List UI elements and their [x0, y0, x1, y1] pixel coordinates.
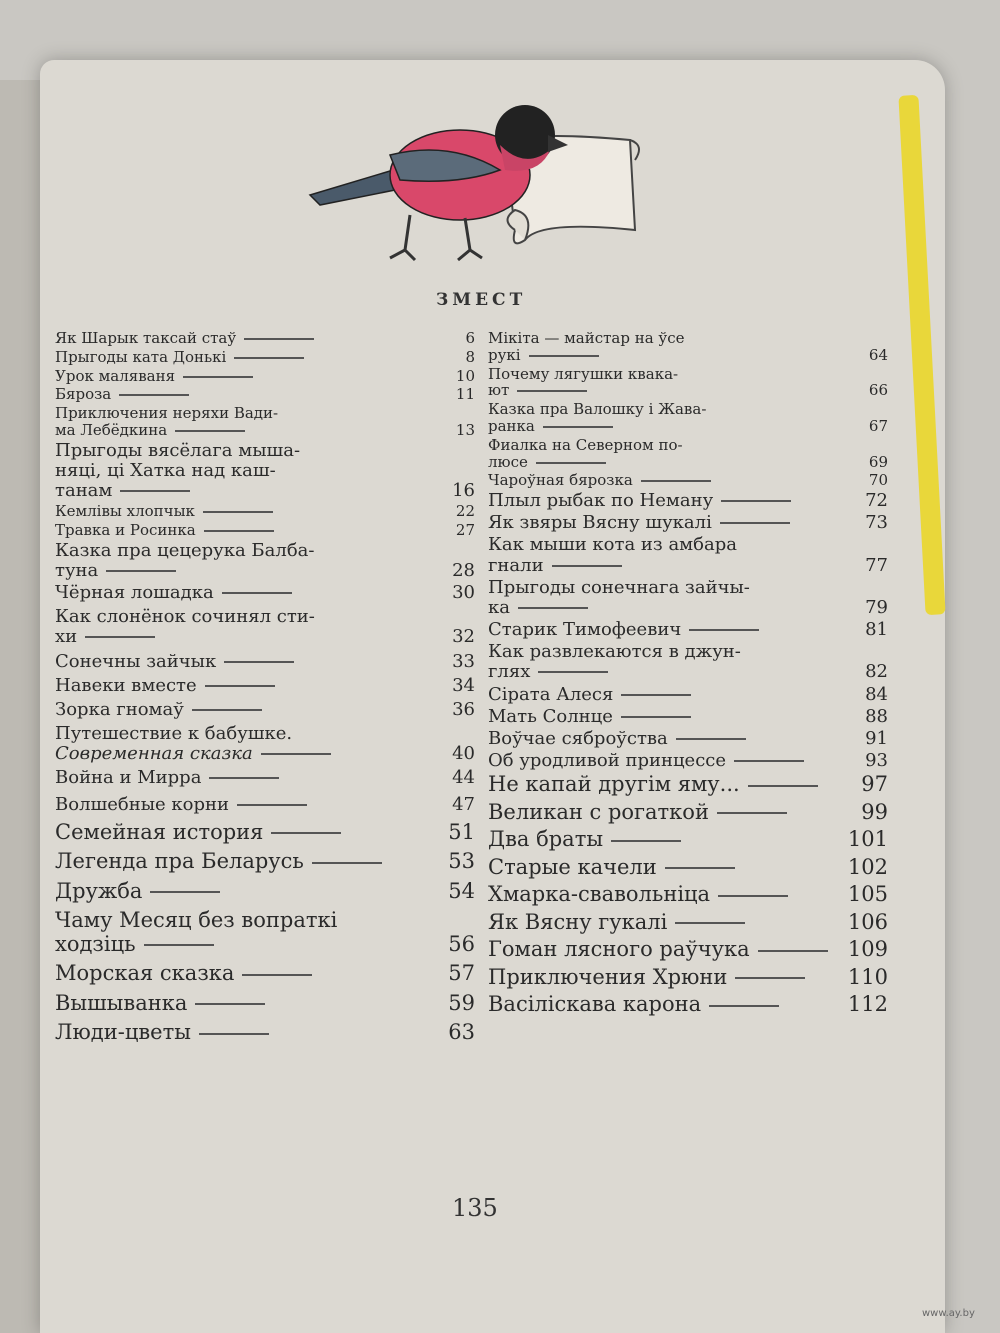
toc-page-number: 106: [847, 909, 888, 934]
contents-title: ЗМЕСТ: [436, 290, 527, 310]
toc-page-number: 54: [448, 878, 475, 903]
toc-entry: [55, 676, 475, 696]
toc-entry-title: Легенда пра Беларусь: [55, 850, 475, 874]
toc-page-number: 72: [865, 490, 888, 512]
toc-page-number: 64: [868, 345, 888, 364]
toc-entry-title: туна: [55, 561, 475, 581]
leader-dashes: [312, 862, 382, 864]
leader-dashes: [718, 895, 788, 897]
toc-entry-title: Почему лягушки квака-: [488, 364, 679, 383]
toc-entry-title: Як звяры Вясну шукалі: [488, 513, 888, 533]
toc-entry-title: Война и Мирра: [55, 768, 475, 788]
page-number: 135: [452, 1194, 498, 1222]
leader-dashes: [611, 840, 681, 842]
toc-entry-title: люсе: [488, 454, 888, 471]
leader-dashes: [222, 592, 292, 594]
toc-entry-title: Травка и Росинка: [55, 522, 475, 539]
leader-dashes: [195, 1003, 265, 1005]
toc-page-number: 73: [865, 512, 888, 534]
toc-entry-title: Великан с рогаткой: [488, 801, 888, 825]
leader-dashes: [234, 357, 304, 359]
toc-page-number: 36: [452, 698, 475, 720]
toc-entry-title: Васіліскава карона: [488, 993, 888, 1017]
toc-page-number: 82: [865, 661, 888, 683]
toc-page-number: 67: [868, 416, 888, 435]
toc-entry: [488, 491, 888, 511]
toc-page-number: 84: [865, 683, 888, 705]
toc-entry-title: Как слонёнок сочинял сти-: [55, 606, 315, 628]
toc-page-number: 88: [865, 705, 888, 727]
leader-dashes: [237, 804, 307, 806]
toc-page-number: 33: [452, 650, 475, 672]
toc-entry-title: Как развлекаются в джун-: [488, 641, 741, 663]
toc-entry: [488, 620, 888, 640]
toc-entry: [488, 437, 888, 471]
toc-entry-title: Навеки вместе: [55, 676, 475, 696]
toc-entry: [488, 401, 888, 435]
toc-entry-title: танам: [55, 481, 475, 501]
toc-entry-title: Волшебные корни: [55, 795, 475, 815]
toc-entry-title: Прыгоды вясёлага мыша-: [55, 439, 301, 461]
toc-entry: [488, 513, 888, 533]
leader-dashes: [676, 738, 746, 740]
toc-page-number: 66: [868, 381, 888, 400]
toc-entry: [488, 366, 888, 400]
toc-entry: [488, 330, 888, 364]
toc-entry: [488, 773, 888, 797]
toc-entry-title: Плыл рыбак по Неману: [488, 491, 888, 511]
toc-entry: [55, 821, 475, 845]
toc-entry-title: Зорка гномаў: [55, 700, 475, 720]
toc-entry: [488, 911, 888, 935]
toc-page-number: 13: [455, 420, 475, 439]
toc-page-number: 56: [448, 931, 475, 956]
toc-entry-title: Вышыванка: [55, 992, 475, 1016]
toc-entry-title: ранка: [488, 418, 888, 435]
leader-dashes: [120, 490, 190, 492]
toc-page-number: 93: [865, 750, 888, 772]
toc-entry: [488, 856, 888, 880]
toc-entry-title: Бяроза: [55, 386, 475, 403]
toc-entry-title: Хмарка-свавольніца: [488, 883, 888, 907]
leader-dashes: [675, 922, 745, 924]
toc-entry: [55, 330, 475, 347]
toc-entry-title: ют: [488, 382, 888, 399]
toc-entry: [55, 441, 475, 501]
toc-entry-title: Чаму Месяц без вопраткі: [55, 908, 338, 933]
leader-dashes: [209, 777, 279, 779]
leader-dashes: [734, 760, 804, 762]
toc-page-number: 11: [455, 385, 475, 404]
toc-entry: [488, 707, 888, 727]
toc-page-number: 47: [452, 793, 475, 815]
toc-page-number: 53: [448, 849, 475, 874]
toc-entry-title: няці, ці Хатка над каш-: [55, 459, 276, 481]
leader-dashes: [721, 500, 791, 502]
toc-entry: [488, 578, 888, 618]
leader-dashes: [709, 1005, 779, 1007]
toc-entry: [488, 642, 888, 682]
toc-page-number: 70: [868, 471, 888, 490]
toc-entry: [55, 880, 475, 904]
leader-dashes: [758, 950, 828, 952]
leader-dashes: [529, 355, 599, 357]
toc-page-number: 22: [455, 502, 475, 521]
toc-entry-title: ма Лебёдкина: [55, 422, 475, 439]
leader-dashes: [641, 480, 711, 482]
toc-entry-title: Чёрная лошадка: [55, 583, 475, 603]
toc-entry-title: Сірата Алеся: [488, 685, 888, 705]
toc-entry-title: Казка пра Валошку і Жава-: [488, 400, 707, 419]
leader-dashes: [203, 511, 273, 513]
toc-page-number: 28: [452, 560, 475, 581]
toc-entry: [55, 795, 475, 815]
toc-page-number: 102: [847, 854, 888, 879]
toc-entry-title: Об уродливой принцессе: [488, 751, 888, 771]
leader-dashes: [538, 671, 608, 673]
toc-entry: [55, 652, 475, 672]
leader-dashes: [518, 607, 588, 609]
leader-dashes: [271, 832, 341, 834]
toc-page-number: 16: [452, 480, 475, 502]
toc-entry-title: Прыгоды сонечнага зайчы-: [488, 576, 750, 598]
bullfinch-with-scroll-illustration: [300, 100, 680, 270]
toc-entry-title: Путешествие к бабушке.: [55, 723, 293, 745]
leader-dashes: [175, 430, 245, 432]
toc-entry-title: Як Вясну гукалі: [488, 911, 888, 935]
toc-page-number: 105: [847, 882, 888, 907]
toc-page-number: 8: [465, 347, 475, 366]
toc-page-number: 97: [861, 772, 888, 797]
toc-entry: [55, 405, 475, 439]
leader-dashes: [536, 462, 606, 464]
toc-page-number: 40: [452, 743, 475, 765]
toc-entry-title: Гоман лясного раўчука: [488, 938, 888, 962]
toc-entry: [55, 909, 475, 956]
watermark-text: www.ay.by: [922, 1308, 975, 1319]
leader-dashes: [119, 394, 189, 396]
toc-entry-title: Как мыши кота из амбара: [488, 534, 738, 556]
toc-page-number: 63: [448, 1020, 475, 1045]
toc-entry-title: гнали: [488, 556, 888, 576]
toc-entry-title: ка: [488, 598, 888, 618]
toc-entry: [55, 368, 475, 385]
toc-entry-title: Старик Тимофеевич: [488, 620, 888, 640]
toc-entry: [55, 700, 475, 720]
leader-dashes: [242, 974, 312, 976]
toc-entry-title: рукі: [488, 347, 888, 364]
leader-dashes: [665, 867, 735, 869]
toc-entry-title: Мать Солнце: [488, 707, 888, 727]
toc-entry: [55, 992, 475, 1016]
contents-left-column: [55, 330, 475, 1051]
toc-page-number: 69: [868, 452, 888, 471]
toc-entry: [488, 685, 888, 705]
toc-entry: [488, 729, 888, 749]
toc-entry: [488, 801, 888, 825]
leader-dashes: [183, 376, 253, 378]
toc-entry: [488, 938, 888, 962]
toc-entry-title: Старые качели: [488, 856, 888, 880]
toc-entry-title: Прыгоды ката Донькі: [55, 349, 475, 366]
leader-dashes: [621, 716, 691, 718]
leader-dashes: [517, 390, 587, 392]
toc-entry: [488, 472, 888, 489]
toc-entry: [488, 993, 888, 1017]
toc-entry: [488, 966, 888, 990]
toc-entry-title: Два браты: [488, 828, 888, 852]
toc-page-number: 77: [865, 554, 888, 576]
toc-page-number: 79: [865, 596, 888, 618]
toc-page-number: 110: [847, 964, 888, 989]
toc-entry: [55, 583, 475, 603]
toc-entry: [55, 386, 475, 403]
toc-entry-title: Приключения Хрюни: [488, 966, 888, 990]
leader-dashes: [720, 522, 790, 524]
toc-page-number: 101: [847, 827, 888, 852]
toc-entry: [55, 1021, 475, 1045]
leader-dashes: [552, 565, 622, 567]
leader-dashes: [150, 891, 220, 893]
leader-dashes: [748, 785, 818, 787]
toc-page-number: 99: [861, 799, 888, 824]
leader-dashes: [192, 709, 262, 711]
leader-dashes: [144, 944, 214, 946]
toc-entry-title: Чароўная бярозка: [488, 472, 888, 489]
toc-entry-title: Сонечны зайчык: [55, 652, 475, 672]
leader-dashes: [205, 685, 275, 687]
toc-page-number: 10: [455, 366, 475, 385]
toc-entry: [55, 541, 475, 581]
leader-dashes: [204, 530, 274, 532]
toc-page-number: 59: [448, 990, 475, 1015]
leader-dashes: [717, 812, 787, 814]
leader-dashes: [224, 661, 294, 663]
toc-page-number: 112: [847, 992, 888, 1017]
toc-entry-title: ходзіць: [55, 933, 475, 957]
toc-entry-title: Урок маляваня: [55, 368, 475, 385]
leader-dashes: [735, 977, 805, 979]
toc-entry-title: Дружба: [55, 880, 475, 904]
toc-entry-title: хи: [55, 627, 475, 647]
leader-dashes: [199, 1033, 269, 1035]
toc-entry-title: глях: [488, 662, 888, 682]
toc-entry: [55, 768, 475, 788]
toc-entry-title: Казка пра цецерука Балба-: [55, 539, 315, 561]
toc-page-number: 27: [455, 521, 475, 540]
leader-dashes: [244, 338, 314, 340]
toc-page-number: 51: [448, 819, 475, 844]
toc-entry-title: Семейная история: [55, 821, 475, 845]
toc-entry-title: Кемлівы хлопчык: [55, 503, 475, 520]
toc-page-number: 57: [448, 961, 475, 986]
leader-dashes: [106, 570, 176, 572]
toc-page-number: 6: [465, 329, 475, 347]
toc-entry: [55, 962, 475, 986]
toc-entry: [55, 349, 475, 366]
leader-dashes: [85, 636, 155, 638]
contents-right-column: [488, 330, 888, 1021]
leader-dashes: [621, 694, 691, 696]
toc-page-number: 34: [452, 674, 475, 696]
toc-entry-title: Не капай другім яму...: [488, 773, 888, 797]
toc-entry: [55, 522, 475, 539]
toc-entry-title: Морская сказка: [55, 962, 475, 986]
toc-entry-title: Мікіта — майстар на ўсе: [488, 329, 685, 347]
toc-page-number: 91: [865, 727, 888, 749]
toc-entry: [55, 503, 475, 520]
leader-dashes: [689, 629, 759, 631]
toc-entry-title: Як Шарык таксай стаў: [55, 330, 475, 347]
leader-dashes: [261, 753, 331, 755]
toc-entry-title: Приключения неряхи Вади-: [55, 404, 279, 423]
toc-entry: [488, 535, 888, 575]
toc-entry: [55, 850, 475, 874]
toc-page-number: 30: [452, 582, 475, 604]
toc-entry-title: Фиалка на Северном по-: [488, 435, 683, 454]
toc-page-number: 44: [452, 767, 475, 789]
toc-entry-title: Люди-цветы: [55, 1021, 475, 1045]
toc-entry-title: Воўчае сяброўства: [488, 729, 888, 749]
toc-entry: [55, 607, 475, 647]
toc-entry-title: Современная сказка: [55, 744, 475, 764]
toc-entry: [488, 883, 888, 907]
toc-entry: [55, 724, 475, 764]
toc-entry: [488, 828, 888, 852]
toc-page-number: 81: [865, 619, 888, 641]
toc-page-number: 109: [847, 937, 888, 962]
toc-entry: [488, 751, 888, 771]
toc-page-number: 32: [452, 626, 475, 648]
leader-dashes: [543, 426, 613, 428]
